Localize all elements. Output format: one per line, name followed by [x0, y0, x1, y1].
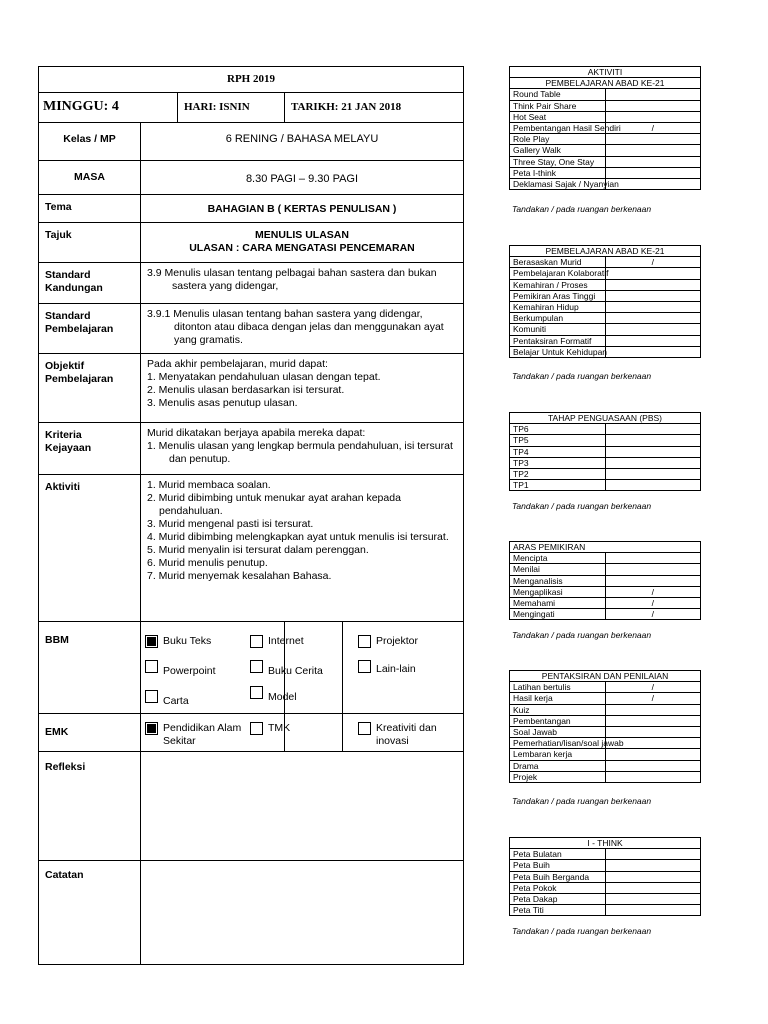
side-item-label: Kemahiran / Proses [510, 279, 606, 290]
side-table-row [510, 290, 701, 301]
option-label: Pendidikan Alam Sekitar [163, 722, 242, 747]
sp-label1: Standard [45, 310, 91, 322]
option-label: Projektor [376, 635, 419, 647]
side-item-mark[interactable] [605, 346, 701, 357]
side-item-mark[interactable] [605, 335, 701, 346]
side-item-mark[interactable] [605, 435, 701, 446]
masa-value: 8.30 PAGI – 9.30 PAGI [141, 161, 464, 195]
side-item-mark[interactable] [605, 446, 701, 457]
side-table-row [510, 346, 701, 357]
side-item-label: Kemahiran Hidup [510, 302, 606, 313]
checkbox-icon[interactable] [250, 635, 263, 648]
objektif-label1: Objektif [45, 360, 85, 372]
side-item-mark[interactable] [605, 279, 701, 290]
side-table-row [510, 480, 701, 491]
aktiviti-list [147, 479, 457, 583]
side-item-label: Round Table [510, 89, 606, 100]
side-item-label: Three Stay, One Stay [510, 156, 606, 167]
side-item-label: Deklamasi Sajak / Nyanyian [510, 179, 606, 190]
side-item-mark[interactable]: / [605, 586, 701, 597]
tema-value: BAHAGIAN B ( KERTAS PENULISAN ) [141, 195, 464, 223]
side-table-row [510, 167, 701, 178]
side-table-title: PENTAKSIRAN DAN PENILAIAN [510, 671, 701, 682]
kelas-value: 6 RENING / BAHASA MELAYU [141, 123, 464, 161]
side-item-label: Peta Titi [510, 905, 606, 916]
side-table-row [510, 123, 701, 134]
side-item-label: Peta Buih [510, 860, 606, 871]
kelas-label: Kelas / MP [39, 123, 141, 161]
objektif-label2: Pembelajaran [45, 373, 114, 385]
side-item-label: Lembaran kerja [510, 749, 606, 760]
objektif-intro: Pada akhir pembelajaran, murid dapat: [147, 358, 328, 370]
side-item-label: Belajar Untuk Kehidupan [510, 346, 606, 357]
side-item-label: Berkumpulan [510, 313, 606, 324]
side-table-row [510, 575, 701, 586]
tarikh-field: TARIKH: 21 JAN 2018 [285, 93, 464, 123]
side-item-label: TP2 [510, 469, 606, 480]
side-item-label: Projek [510, 771, 606, 782]
side-item-label: Drama [510, 760, 606, 771]
emk-label: EMK [39, 714, 141, 752]
side-note: Tandakan / pada ruangan berkenaan [512, 925, 652, 936]
list-item: 5. Murid menyalin isi tersurat dalam perenggan. [147, 544, 369, 556]
side-table-subtitle: PEMBELAJARAN ABAD KE-21 [510, 78, 701, 89]
list-item: 7. Murid menyemak kesalahan Bahasa. [147, 570, 332, 582]
option-label: Powerpoint [163, 665, 216, 677]
side-table-row [510, 89, 701, 100]
option-buku-teks[interactable] [145, 635, 245, 648]
option-carta[interactable] [145, 690, 245, 708]
side-item-label: TP3 [510, 457, 606, 468]
side-table-row [510, 849, 701, 860]
side-item-mark[interactable] [605, 111, 701, 122]
list-item: 3. Menulis asas penutup ulasan. [147, 397, 298, 409]
side-table-row [510, 446, 701, 457]
option-powerpoint[interactable] [145, 660, 245, 678]
side-item-mark[interactable] [605, 715, 701, 726]
side-note: Tandakan / pada ruangan berkenaan [512, 370, 652, 381]
side-item-label: TP5 [510, 435, 606, 446]
side-table-row [510, 704, 701, 715]
list-item: 1. Menulis ulasan yang lengkap bermula pendahuluan, isi tersurat dan penutup. [147, 440, 453, 465]
side-item-label: Pembentangan Hasil Sendiri [510, 123, 606, 134]
side-item-mark[interactable]: / [605, 682, 701, 693]
kriteria-label1: Kriteria [45, 429, 82, 441]
refleksi-label: Refleksi [39, 752, 141, 861]
option-label: Buku Teks [163, 635, 212, 647]
side-item-label: Pentaksiran Formatif [510, 335, 606, 346]
list-item: 6. Murid menulis penutup. [147, 557, 268, 569]
checkbox-icon[interactable] [250, 686, 263, 699]
side-item-label: Mengingati [510, 609, 606, 620]
kriteria-label2: Kejayaan [45, 442, 92, 454]
side-note: Tandakan / pada ruangan berkenaan [512, 795, 652, 806]
side-item-label: Pembelajaran Kolaboratif [510, 268, 606, 279]
list-item: 3. Murid mengenal pasti isi tersurat. [147, 518, 314, 530]
side-item-label: Peta Bulatan [510, 849, 606, 860]
side-item-label: Pemikiran Aras Tinggi [510, 290, 606, 301]
side-item-mark[interactable] [605, 469, 701, 480]
checkbox-icon[interactable] [358, 660, 371, 673]
option-model[interactable] [250, 686, 350, 704]
side-item-mark[interactable]: / [605, 693, 701, 704]
option-label: Kreativiti dan inovasi [376, 722, 437, 747]
side-table-row [510, 609, 701, 620]
side-item-mark[interactable]: / [605, 123, 701, 134]
tema-label: Tema [39, 195, 141, 223]
side-note: Tandakan / pada ruangan berkenaan [512, 203, 652, 214]
bbm-label: BBM [39, 622, 141, 714]
side-item-label: Soal Jawab [510, 727, 606, 738]
side-table-row [510, 335, 701, 346]
tajuk-line1: MENULIS ULASAN [255, 229, 349, 241]
side-table-row [510, 257, 701, 268]
side-item-mark[interactable]: / [605, 598, 701, 609]
side-item-label: Peta I-think [510, 167, 606, 178]
sk-label1: Standard [45, 269, 91, 281]
option-label: TMK [268, 722, 291, 734]
side-item-label: Pemerhatian/lisan/soal jawab [510, 738, 606, 749]
side-item-label: Menganalisis [510, 575, 606, 586]
side-item-label: Mengaplikasi [510, 586, 606, 597]
side-item-mark[interactable] [605, 480, 701, 491]
side-table-row [510, 693, 701, 704]
side-item-mark[interactable] [605, 771, 701, 782]
side-table-title: I - THINK [510, 838, 701, 849]
side-item-label: Komuniti [510, 324, 606, 335]
refleksi-field[interactable] [141, 752, 464, 861]
objektif-list [147, 371, 457, 410]
side-item-mark[interactable] [605, 871, 701, 882]
side-table-row [510, 111, 701, 122]
checkbox-icon[interactable] [250, 660, 263, 673]
side-item-mark[interactable] [605, 145, 701, 156]
side-item-mark[interactable] [605, 302, 701, 313]
side-table-row [510, 682, 701, 693]
side-item-mark[interactable] [605, 156, 701, 167]
side-table-row [510, 771, 701, 782]
side-item-label: Role Play [510, 134, 606, 145]
side-table-title: AKTIVITI [510, 67, 701, 78]
side-item-mark[interactable] [605, 268, 701, 279]
side-table-row [510, 302, 701, 313]
side-table-title: PEMBELAJARAN ABAD KE-21 [510, 246, 701, 257]
side-item-mark[interactable] [605, 727, 701, 738]
aktiviti-label: Aktiviti [39, 475, 141, 622]
tajuk-label: Tajuk [39, 223, 141, 263]
form-title: RPH 2019 [39, 67, 464, 93]
side-item-label: Hot Seat [510, 111, 606, 122]
kriteria-intro: Murid dikatakan berjaya apabila mereka dapat: [147, 427, 366, 439]
side-item-mark[interactable] [605, 290, 701, 301]
list-item: 2. Murid dibimbing untuk menukar ayat arahan kepada pendahuluan. [147, 492, 401, 517]
side-note: Tandakan / pada ruangan berkenaan [512, 500, 652, 511]
side-table-row [510, 268, 701, 279]
masa-label: MASA [39, 161, 141, 195]
side-table-row [510, 324, 701, 335]
side-table-row [510, 860, 701, 871]
side-item-mark[interactable] [605, 134, 701, 145]
option-projektor[interactable] [358, 635, 458, 648]
list-item: 1. Menyatakan pendahuluan ulasan dengan tepat. [147, 371, 381, 383]
list-item: 2. Menulis ulasan berdasarkan isi tersurat. [147, 384, 345, 396]
side-item-mark[interactable] [605, 575, 701, 586]
side-table-row [510, 871, 701, 882]
rph-main-table [38, 66, 464, 965]
side-item-label: Berasaskan Murid [510, 257, 606, 268]
sp-label2: Pembelajaran [45, 323, 114, 335]
side-table-row [510, 553, 701, 564]
sk-label2: Kandungan [45, 282, 103, 294]
side-item-label: TP4 [510, 446, 606, 457]
side-table-row [510, 179, 701, 190]
side-item-mark[interactable] [605, 324, 701, 335]
checkbox-icon[interactable] [358, 722, 371, 735]
hari-field: HARI: ISNIN [178, 93, 285, 123]
side-item-mark[interactable] [605, 564, 701, 575]
side-table-row [510, 738, 701, 749]
side-table-row [510, 100, 701, 111]
side-table-row [510, 905, 701, 916]
checkbox-icon[interactable] [358, 635, 371, 648]
checkbox-icon[interactable] [145, 635, 158, 648]
option-label: Carta [163, 695, 189, 707]
side-table-row [510, 894, 701, 905]
side-table-row [510, 424, 701, 435]
option-buku-cerita[interactable] [250, 660, 350, 678]
option-label: Lain-lain [376, 663, 416, 675]
catatan-label: Catatan [39, 861, 141, 965]
side-item-label: Latihan bertulis [510, 682, 606, 693]
kriteria-list [147, 440, 457, 466]
side-table-row [510, 564, 701, 575]
catatan-field[interactable] [141, 861, 464, 965]
side-item-mark[interactable] [605, 553, 701, 564]
side-item-mark[interactable] [605, 167, 701, 178]
side-table [509, 245, 701, 358]
side-table-row [510, 598, 701, 609]
option-label: Model [268, 691, 297, 703]
side-table-row [510, 279, 701, 290]
side-table-title: TAHAP PENGUASAAN (PBS) [510, 413, 701, 424]
side-table [509, 66, 701, 190]
side-table-title: ARAS PEMIKIRAN [510, 542, 701, 553]
side-table-row [510, 469, 701, 480]
side-item-mark[interactable] [605, 457, 701, 468]
side-table-row [510, 457, 701, 468]
side-item-label: Gallery Walk [510, 145, 606, 156]
side-item-label: Pembentangan [510, 715, 606, 726]
list-item: 1. Murid membaca soalan. [147, 479, 271, 491]
side-item-mark[interactable]: / [605, 257, 701, 268]
side-item-mark[interactable] [605, 424, 701, 435]
side-item-mark[interactable] [605, 100, 701, 111]
list-item: 4. Murid dibimbing melengkapkan ayat untuk menulis isi tersurat. [147, 531, 449, 543]
side-table-row [510, 156, 701, 167]
option-internet[interactable] [250, 635, 350, 648]
side-table-row [510, 882, 701, 893]
minggu-field: MINGGU: 4 [39, 93, 178, 123]
side-table-row [510, 715, 701, 726]
side-item-mark[interactable] [605, 313, 701, 324]
side-table-row [510, 760, 701, 771]
side-item-label: Kuiz [510, 704, 606, 715]
side-table-row [510, 435, 701, 446]
side-item-mark[interactable] [605, 749, 701, 760]
side-table [509, 541, 701, 620]
option-label: Buku Cerita [268, 665, 323, 677]
side-item-mark[interactable] [605, 860, 701, 871]
side-item-label: Think Pair Share [510, 100, 606, 111]
checkbox-icon[interactable] [250, 722, 263, 735]
option-kreativiti-dan-inovasi[interactable] [358, 722, 458, 748]
option-lain-lain[interactable] [358, 660, 458, 676]
side-item-label: TP6 [510, 424, 606, 435]
side-table-row [510, 145, 701, 156]
side-item-label: Hasil kerja [510, 693, 606, 704]
side-note: Tandakan / pada ruangan berkenaan [512, 629, 652, 640]
side-table-row [510, 727, 701, 738]
tajuk-line2: ULASAN : CARA MENGATASI PENCEMARAN [189, 242, 415, 254]
option-tmk[interactable] [250, 722, 350, 735]
side-table [509, 837, 701, 916]
side-item-label: Peta Dakap [510, 894, 606, 905]
side-table-row [510, 313, 701, 324]
side-table [509, 412, 701, 491]
side-item-mark[interactable] [605, 760, 701, 771]
sk-value: 3.9 Menulis ulasan tentang pelbagai bahan sastera dan bukan sastera yang didengar, [141, 263, 464, 304]
side-item-mark[interactable] [605, 89, 701, 100]
option-pendidikan-alam-sekitar[interactable] [145, 722, 245, 748]
side-item-mark[interactable] [605, 882, 701, 893]
side-item-label: Mencipta [510, 553, 606, 564]
side-table-row [510, 749, 701, 760]
side-table-row [510, 586, 701, 597]
sp-value: 3.9.1 Menulis ulasan tentang bahan sastera yang didengar, ditonton atau dibaca dengan jelas dan menggunakan ayat yang gramatis. [141, 304, 464, 354]
side-item-mark[interactable] [605, 905, 701, 916]
side-table [509, 670, 701, 783]
side-table-row [510, 134, 701, 145]
side-item-label: Memahami [510, 598, 606, 609]
side-item-label: Menilai [510, 564, 606, 575]
checkbox-icon[interactable] [145, 660, 158, 673]
side-item-mark[interactable] [605, 704, 701, 715]
checkbox-icon[interactable] [145, 690, 158, 703]
option-label: Internet [268, 635, 304, 647]
checkbox-icon[interactable] [145, 722, 158, 735]
side-item-mark[interactable] [605, 894, 701, 905]
side-item-mark[interactable]: / [605, 609, 701, 620]
side-item-label: Peta Pokok [510, 882, 606, 893]
side-item-label: TP1 [510, 480, 606, 491]
side-item-mark[interactable] [605, 849, 701, 860]
side-item-label: Peta Buih Berganda [510, 871, 606, 882]
side-item-mark[interactable] [605, 179, 701, 190]
